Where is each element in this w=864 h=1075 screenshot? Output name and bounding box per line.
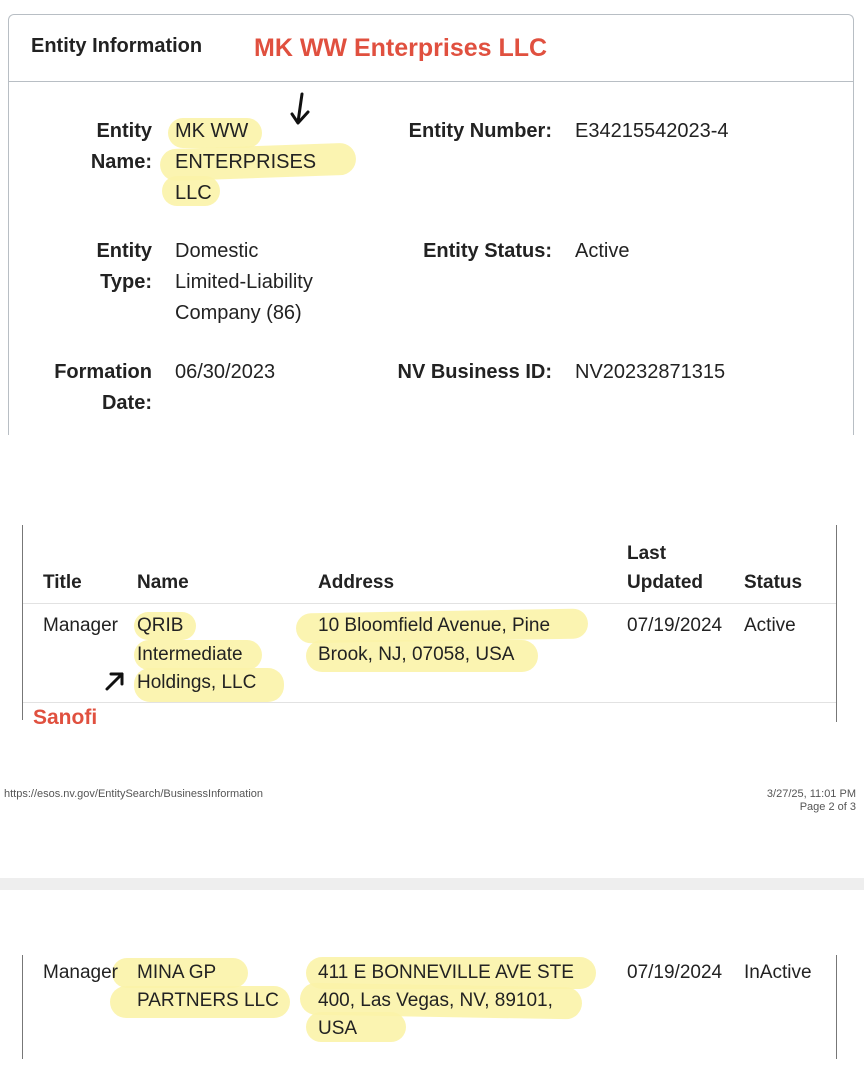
formation-date-label-line1: Formation <box>54 361 152 383</box>
entity-name-label-line2: Name: <box>90 151 152 173</box>
row2-address-line1: 411 E BONNEVILLE AVE STE <box>318 962 574 983</box>
row2-name-line1: MINA GP <box>137 962 217 983</box>
row2-address-line3: USA <box>318 1018 358 1039</box>
row1-name-line2: Intermediate <box>137 644 243 665</box>
formation-date-label-line2: Date: <box>101 392 152 414</box>
entity-type-value-line3: Company (86) <box>175 302 302 324</box>
table-border-left <box>22 525 23 720</box>
entity-name-value-line1: MK WW <box>175 120 249 142</box>
row1-divider <box>23 702 836 703</box>
card-title: Entity Information <box>31 35 203 57</box>
row1-status: Active <box>744 615 796 636</box>
entity-status-value: Active <box>575 240 630 262</box>
column-header-title: Title <box>43 572 82 593</box>
handwritten-sanofi-annotation: Sanofi <box>33 706 98 729</box>
table-border-right <box>836 525 837 722</box>
formation-date-value: 06/30/2023 <box>175 361 276 383</box>
row1-name-line1: QRIB <box>137 615 184 636</box>
row2-last-updated: 07/19/2024 <box>627 962 723 983</box>
entity-name-value-line2: ENTERPRISES <box>175 151 317 173</box>
row1-title: Manager <box>43 615 118 636</box>
column-header-name: Name <box>137 572 189 593</box>
row1-address-line2: Brook, NJ, 07058, USA <box>318 644 515 665</box>
row2-status: InActive <box>744 962 812 983</box>
card-header <box>9 15 853 82</box>
entity-type-label-line1: Entity <box>96 240 152 262</box>
nv-business-id-label: NV Business ID: <box>397 361 552 383</box>
entity-name-value-line3: LLC <box>175 182 212 204</box>
entity-type-value-line2: Limited-Liability <box>175 271 313 293</box>
column-header-status: Status <box>744 572 803 593</box>
handwritten-arrow-up-right-icon <box>104 670 126 692</box>
column-header-last-updated-line2: Updated <box>627 572 703 593</box>
entity-type-label-line2: Type: <box>100 271 152 293</box>
row2-address-line2: 400, Las Vegas, NV, 89101, <box>318 990 553 1011</box>
table-border-right-page3 <box>836 955 837 1059</box>
entity-number-value: E34215542023-4 <box>575 120 729 142</box>
row1-name-line3: Holdings, LLC <box>137 672 257 693</box>
column-header-address: Address <box>318 572 395 593</box>
table-border-left-page3 <box>22 955 23 1059</box>
row2-title: Manager <box>43 962 118 983</box>
entity-number-label: Entity Number: <box>408 120 552 142</box>
handwritten-arrow-down-icon <box>288 92 318 128</box>
print-footer-timestamp: 3/27/25, 11:01 PM <box>766 788 856 800</box>
nv-business-id-value: NV20232871315 <box>575 361 726 383</box>
handwritten-entity-annotation: MK WW Enterprises LLC <box>254 34 548 62</box>
row1-last-updated: 07/19/2024 <box>627 615 723 636</box>
entity-name-label-line1: Entity <box>96 120 152 142</box>
row2-name-line2: PARTNERS LLC <box>137 990 279 1011</box>
print-footer-page: Page 2 of 3 <box>799 801 856 813</box>
print-footer-url: https://esos.nv.gov/EntitySearch/BusinessInformation <box>4 788 264 800</box>
row1-address-line1: 10 Bloomfield Avenue, Pine <box>318 615 551 636</box>
column-header-last-updated-line1: Last <box>627 543 667 564</box>
entity-type-value-line1: Domestic <box>175 240 259 262</box>
page-break <box>0 878 864 890</box>
header-divider <box>23 603 836 604</box>
entity-status-label: Entity Status: <box>423 240 552 262</box>
